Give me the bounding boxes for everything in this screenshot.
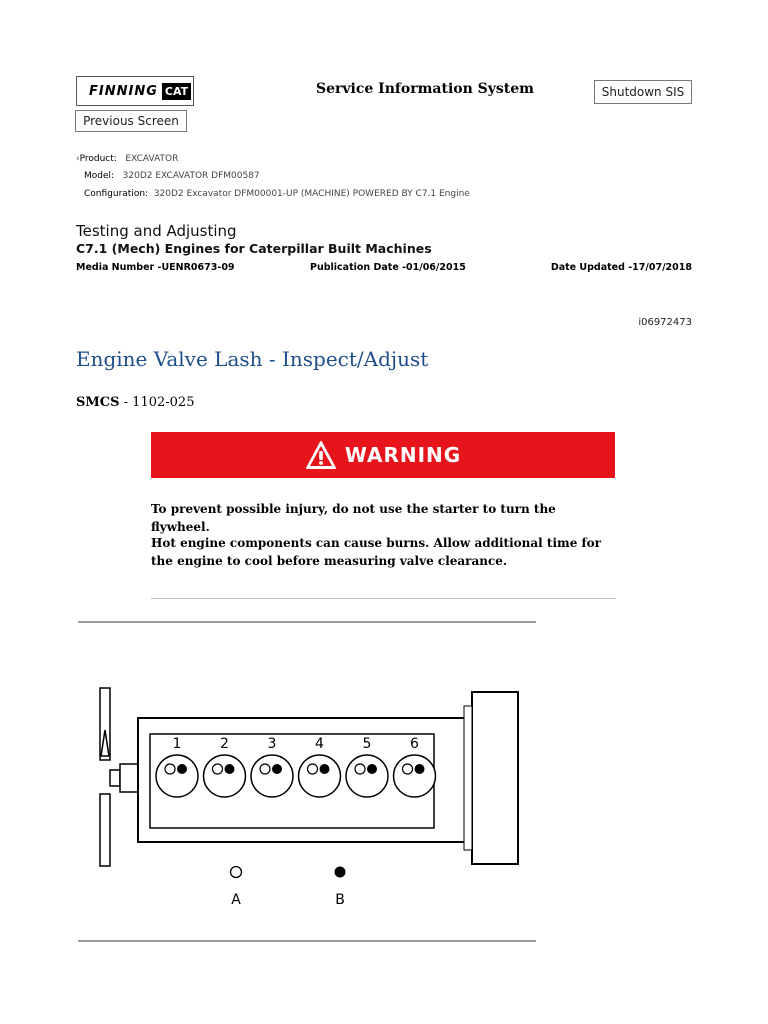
cylinder-5: [346, 755, 388, 797]
exhaust-valve-6: [415, 764, 425, 774]
document-subtitle: C7.1 (Mech) Engines for Caterpillar Built Machines: [76, 241, 432, 256]
warning-text-2: Hot engine components can cause burns. Allow additional time for the engine to cool before measuring valve clearance.: [151, 536, 601, 568]
product-value: EXCAVATOR: [125, 154, 179, 164]
flywheel-flange: [464, 706, 472, 850]
legend-intake-valve-marker: [231, 867, 242, 878]
model-value: 320D2 EXCAVATOR DFM00587: [122, 171, 260, 181]
legend-exhaust-valve-marker: [335, 867, 346, 878]
chevron-left-icon[interactable]: ‹: [76, 154, 80, 164]
exhaust-valve-4: [320, 764, 330, 774]
cylinder-number-3: 3: [267, 736, 277, 752]
shutdown-sis-button[interactable]: Shutdown SIS: [594, 80, 692, 104]
warning-banner: [151, 432, 615, 478]
page-title: Engine Valve Lash - Inspect/Adjust: [76, 347, 429, 371]
figure-bottom-rule: [78, 940, 536, 942]
exhaust-valve-5: [367, 764, 377, 774]
logo-cat-badge: CAT: [162, 83, 191, 100]
exhaust-valve-3: [272, 764, 282, 774]
cylinder-number-1: 1: [172, 736, 182, 752]
intake-valve-4: [308, 764, 318, 774]
intake-valve-3: [260, 764, 270, 774]
cylinder-number-2: 2: [220, 736, 229, 752]
legend-label-a: A: [231, 892, 241, 908]
date-updated: Date Updated -17/07/2018: [550, 262, 692, 273]
configuration-label: Configuration:: [84, 189, 149, 199]
cylinder-number-6: 6: [410, 736, 419, 752]
warning-triangle-icon: [305, 440, 337, 470]
drive-shaft: [120, 764, 138, 792]
system-title: Service Information System: [316, 81, 534, 97]
flywheel-housing: [472, 692, 518, 864]
cylinder-number-4: 4: [315, 736, 324, 752]
warning-label: WARNING: [344, 443, 462, 467]
intake-valve-6: [403, 764, 413, 774]
exhaust-valve-2: [225, 764, 235, 774]
document-id: i06972473: [638, 317, 692, 328]
cylinder-4: [299, 755, 341, 797]
previous-screen-button[interactable]: Previous Screen: [75, 110, 187, 132]
fan-icon: [100, 688, 120, 866]
valve-lash-diagram: [78, 660, 538, 920]
warning-divider: [151, 598, 616, 599]
product-label: Product:: [79, 154, 117, 164]
cylinder-6: [394, 755, 436, 797]
configuration-row: [84, 189, 470, 199]
intake-valve-2: [213, 764, 223, 774]
exhaust-valve-1: [177, 764, 187, 774]
finning-cat-logo: [76, 76, 194, 106]
document-category: Testing and Adjusting: [76, 222, 237, 240]
cylinder-1: [156, 755, 198, 797]
warning-text-1: To prevent possible injury, do not use the starter to turn the flywheel.: [151, 502, 556, 534]
configuration-value: 320D2 Excavator DFM00001-UP (MACHINE) POWERED BY C7.1 Engine: [153, 189, 470, 199]
model-row: [84, 171, 260, 181]
intake-valve-5: [355, 764, 365, 774]
cylinder-3: [251, 755, 293, 797]
intake-valve-1: [165, 764, 175, 774]
cylinder-2: [204, 755, 246, 797]
legend-label-b: B: [335, 892, 345, 908]
logo-word: FINNING: [89, 83, 158, 99]
model-label: Model:: [84, 171, 115, 181]
cylinder-number-5: 5: [362, 736, 372, 752]
figure-top-rule: [78, 621, 536, 623]
media-number: Media Number -UENR0673-09: [76, 262, 235, 273]
smcs-code: [76, 395, 194, 410]
smcs-label: SMCS: [76, 395, 120, 410]
publication-date: Publication Date -01/06/2015: [310, 262, 466, 273]
product-row: [76, 154, 178, 164]
smcs-value: - 1102-025: [119, 395, 195, 410]
